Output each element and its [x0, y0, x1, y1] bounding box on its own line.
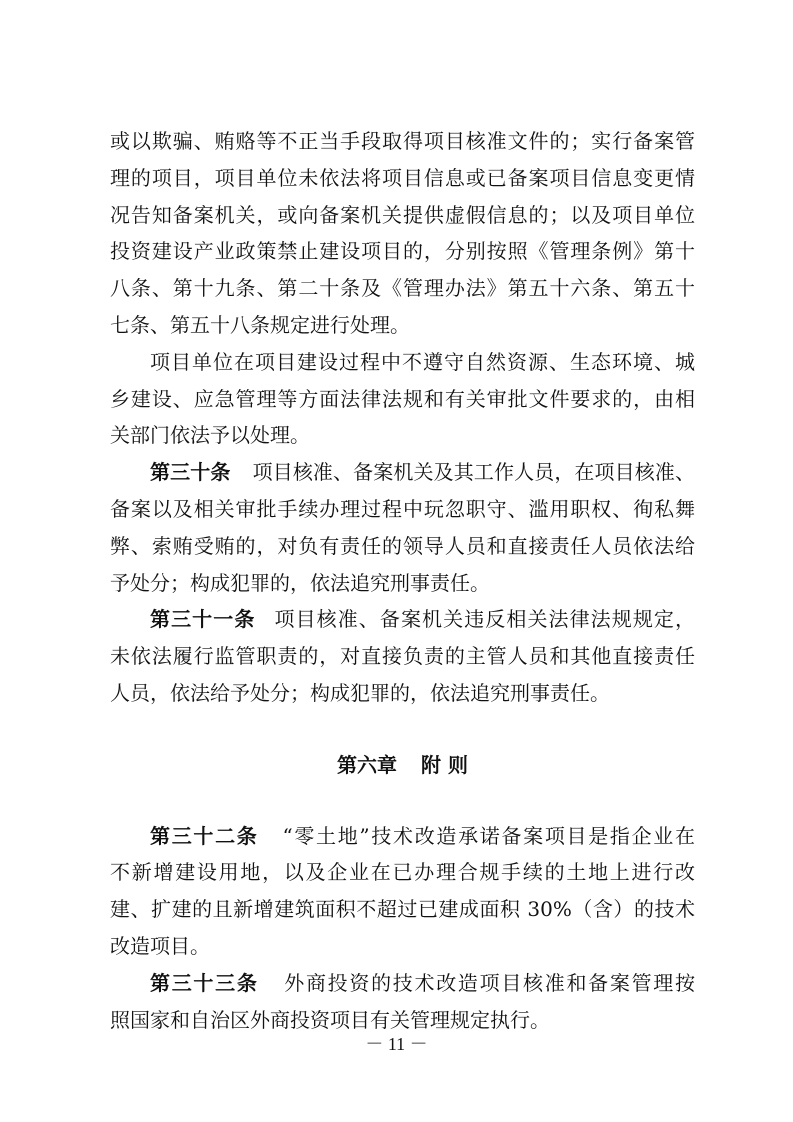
text-line: 予处分；构成犯罪的，依法追究刑事责任。 — [110, 570, 490, 595]
article-32 — [110, 818, 695, 965]
article-text: 项目核准、备案机关及其工作人员，在项目核准、 — [252, 460, 696, 485]
paragraph-continuation — [110, 123, 695, 344]
article-first-line — [110, 965, 695, 1002]
text-line: 弊、索贿受贿的，对负有责任的领导人员和直接责任人员依法给 — [110, 533, 695, 558]
article-title: 第三十一条 — [150, 607, 256, 632]
text-line: 或以欺骗、贿赂等不正当手段取得项目核准文件的；实行备案管 — [110, 129, 695, 153]
text-line: 改造项目。 — [110, 933, 210, 958]
text-line: 八条、第十九条、第二十条及《管理办法》第五十六条、第五十 — [110, 276, 695, 301]
text-line: 人员，依法给予处分；构成犯罪的，依法追究刑事责任。 — [110, 680, 610, 705]
text-line: 理的项目，项目单位未依法将项目信息或已备案项目信息变更情 — [110, 165, 695, 190]
text-line: 七条、第五十八条规定进行处理。 — [110, 312, 410, 337]
article-33 — [110, 965, 695, 1039]
article-title: 第三十条 — [150, 460, 231, 485]
text-line: 建、扩建的且新增建筑面积不超过已建成面积 30%（含）的技术 — [110, 897, 695, 922]
text-line: 未依法履行监管职责的，对直接负责的主管人员和其他直接责任 — [110, 644, 695, 669]
text-line: 备案以及相关审批手续办理过程中玩忽职守、滥用职权、徇私舞 — [110, 496, 695, 521]
chapter-number: 第六章 — [337, 752, 398, 777]
article-first-line — [110, 818, 695, 855]
text-line: 项目单位在项目建设过程中不遵守自然资源、生态环境、城 — [150, 349, 695, 374]
page-number: － 11 － — [365, 1034, 428, 1054]
paragraph-local-authorities — [110, 344, 695, 454]
document-body — [110, 123, 695, 1038]
article-title: 第三十二条 — [150, 823, 259, 848]
text-line: 乡建设、应急管理等方面法律法规和有关审批文件要求的，由相 — [110, 386, 695, 411]
article-title: 第三十三条 — [150, 970, 259, 995]
chapter-heading — [110, 747, 695, 784]
article-first-line — [110, 454, 695, 491]
text-line: 不新增建设用地，以及企业在已办理合规手续的土地上进行改 — [110, 860, 695, 885]
text-line: 投资建设产业政策禁止建设项目的，分别按照《管理条例》第十 — [110, 239, 695, 264]
text-line: 况告知备案机关，或向备案机关提供虚假信息的；以及项目单位 — [110, 202, 695, 227]
article-first-line — [110, 601, 695, 638]
text-line: 关部门依法予以处理。 — [110, 423, 310, 448]
text-line: 照国家和自治区外商投资项目有关管理规定执行。 — [110, 1007, 550, 1032]
article-30 — [110, 454, 695, 601]
article-31 — [110, 601, 695, 711]
article-text: 项目核准、备案机关违反相关法律法规规定， — [273, 607, 696, 632]
article-text: “零土地”技术改造承诺备案项目是指企业在 — [282, 823, 696, 848]
chapter-name: 附 则 — [421, 752, 468, 777]
article-text: 外商投资的技术改造项目核准和备案管理按 — [282, 970, 696, 995]
